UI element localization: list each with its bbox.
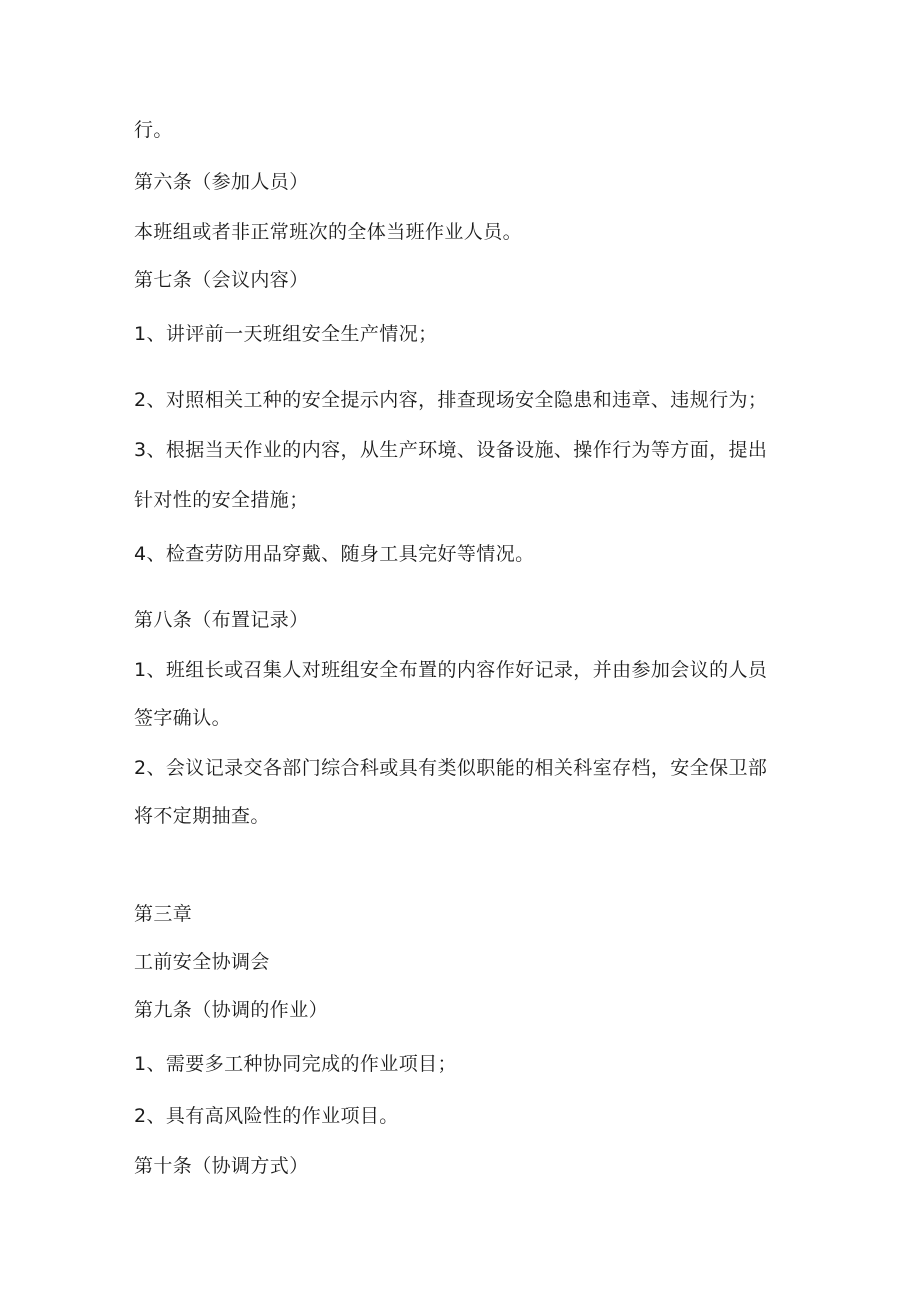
list-item: 1、讲评前一天班组安全生产情况； xyxy=(134,323,438,345)
text-line: 本班组或者非正常班次的全体当班作业人员。 xyxy=(134,221,523,243)
list-item-continuation: 签字确认。 xyxy=(134,707,232,729)
text-line: 行。 xyxy=(134,119,173,141)
chapter-title: 工前安全协调会 xyxy=(134,951,270,973)
list-item: 4、检查劳防用品穿戴、随身工具完好等情况。 xyxy=(134,543,535,565)
article-heading: 第九条（协调的作业） xyxy=(134,999,329,1021)
article-heading: 第六条（参加人员） xyxy=(134,171,309,193)
list-item-continuation: 将不定期抽查。 xyxy=(134,805,270,827)
article-heading: 第十条（协调方式） xyxy=(134,1155,309,1177)
chapter-heading: 第三章 xyxy=(134,903,193,925)
list-item: 2、具有高风险性的作业项目。 xyxy=(134,1105,399,1127)
list-item-continuation: 针对性的安全措施； xyxy=(134,489,309,511)
list-item: 2、对照相关工种的安全提示内容，排查现场安全隐患和违章、违规行为； xyxy=(134,389,768,411)
list-item: 1、需要多工种协同完成的作业项目； xyxy=(134,1053,457,1075)
list-item: 3、根据当天作业的内容，从生产环境、设备设施、操作行为等方面，提出 xyxy=(134,439,768,461)
list-item: 1、班组长或召集人对班组安全布置的内容作好记录，并由参加会议的人员 xyxy=(134,659,768,681)
article-heading: 第八条（布置记录） xyxy=(134,609,309,631)
list-item: 2、会议记录交各部门综合科或具有类似职能的相关科室存档，安全保卫部 xyxy=(134,757,768,779)
article-heading: 第七条（会议内容） xyxy=(134,269,309,291)
